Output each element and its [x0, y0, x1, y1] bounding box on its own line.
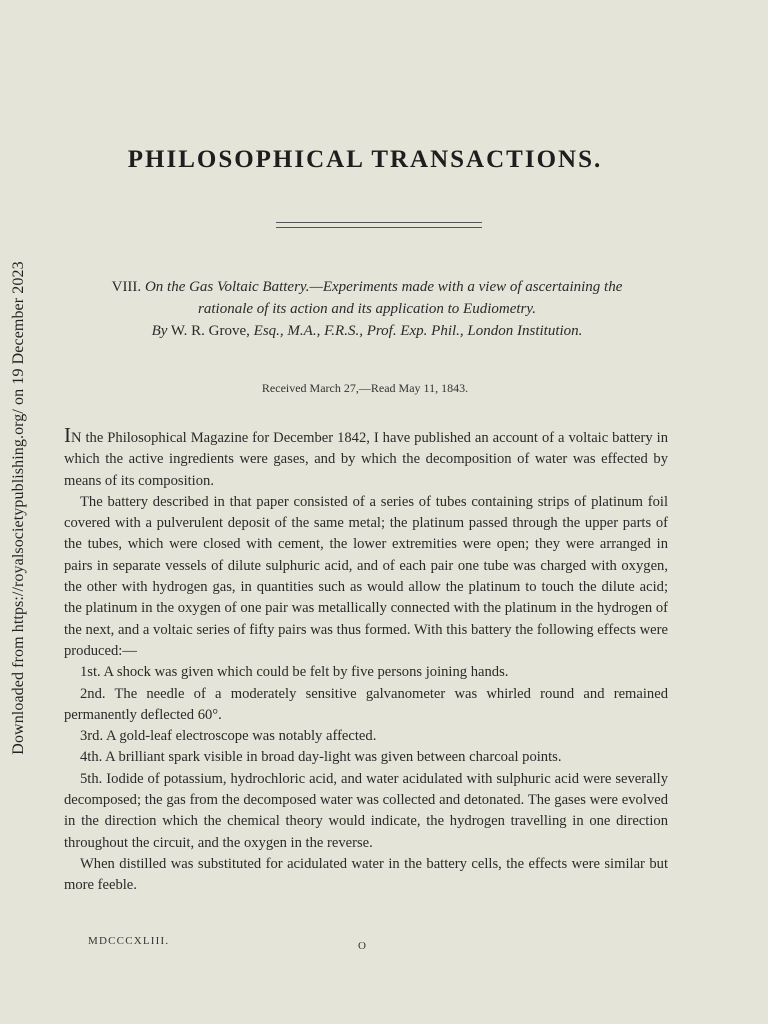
- page-mark: O: [358, 940, 366, 952]
- received-date: Received March 27,—Read May 11, 1843.: [261, 381, 469, 395]
- article-title-line1: [62, 276, 672, 298]
- article-title-line2: rationale of its action and its application to Eudiometry.: [198, 301, 536, 317]
- author-credentials: Esq., M.A., F.R.S., Prof. Exp. Phil., London Institution.: [253, 323, 583, 339]
- effect-3: 3rd. A gold-leaf electroscope was notably affected.: [80, 728, 377, 745]
- effect-5: 5th. Iodide of potassium, hydrochloric acid, and water acidulated with sulphuric acid were severally decomposed; the gas from the decomposed water was collected and detonated. The gases were evolved in the direction which the chemical theory would indicate, the hydrogen travelling in one direction throughout the circuit, and the oxygen in the reverse.: [64, 770, 668, 851]
- dropcap: I: [64, 423, 71, 447]
- signature-mark: MDCCCXLIII.: [88, 935, 170, 947]
- title-rule-top: [276, 222, 482, 223]
- article-body: [64, 425, 668, 897]
- download-watermark: Downloaded from https://royalsocietypublishing.org/ on 19 December 2023: [10, 261, 27, 755]
- byline-by: By: [151, 323, 168, 339]
- article-title-part1: On the Gas Voltaic Battery.—Experiments made with a view of ascertaining the: [144, 279, 623, 295]
- effect-2: 2nd. The needle of a moderately sensitive galvanometer was whirled round and remained permanently deflected 60°.: [64, 685, 668, 723]
- paragraph-last: When distilled was substituted for acidulated water in the battery cells, the effects were similar but more feeble.: [64, 855, 668, 894]
- author-name: W. R. Grove,: [170, 323, 250, 339]
- paragraph-1: IN the Philosophical Magazine for December 1842, I have published an account of a voltaic battery in which the active ingredients were gases, and by which the decomposition of water was effected by means of its composition.: [64, 423, 668, 489]
- article-number: VIII.: [111, 279, 142, 295]
- journal-title: PHILOSOPHICAL TRANSACTIONS.: [127, 146, 603, 173]
- paragraph-2: The battery described in that paper consisted of a series of tubes containing strips of platinum foil covered with a pulverulent deposit of the same metal; the platinum passed through the upper parts of the tubes, which were closed with cement, the lower extremities were open; they were arranged in pairs in separate vessels of dilute sulphuric acid, and of each pair one tube was charged with oxygen, the other with hydrogen gas, in quantities such as would allow the platinum to touch the dilute acid; the platinum in the oxygen of one pair was metallically connected with the platinum in the hydrogen of the next, and a voltaic series of fifty pairs was thus formed. With this battery the following effects were produced:—: [64, 493, 668, 659]
- effect-1: 1st. A shock was given which could be felt by five persons joining hands.: [80, 664, 509, 681]
- article-heading: [62, 276, 672, 342]
- effect-4: 4th. A brilliant spark visible in broad day-light was given between charcoal points.: [80, 749, 562, 766]
- article-byline: [62, 320, 672, 342]
- title-rule-bottom: [276, 227, 482, 228]
